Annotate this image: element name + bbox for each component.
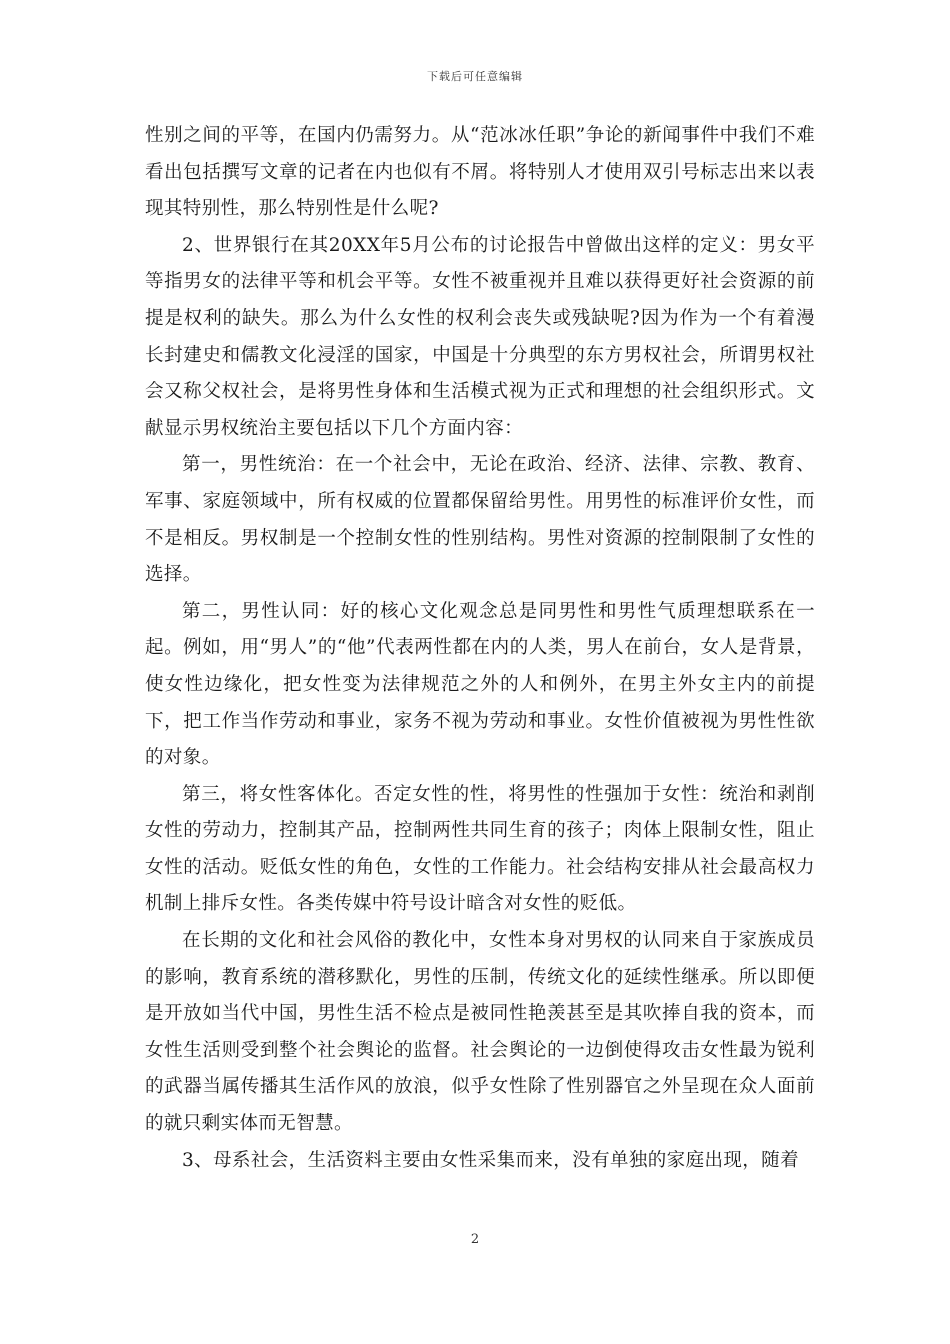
paragraph-5: 第三，将女性客体化。否定女性的性，将男性的性强加于女性：统治和剥削女性的劳动力，控制其产品，控制两性共同生育的孩子；肉体上限制女性，阻止女性的活动。贬低女性的角色，女性的工作能力。社会结构安排从社会最高权力机制上排斥女性。各类传媒中符号设计暗含对女性的贬低。 bbox=[145, 783, 815, 915]
document-body bbox=[145, 118, 815, 1179]
page-number: 2 bbox=[470, 1232, 480, 1247]
paragraph-4: 第二，男性认同：好的核心文化观念总是同男性和男性气质理想联系在一起。例如，用“男人”的“他”代表两性都在内的人类，男人在前台，女人是背景，使女性边缘化，把女性变为法律规范之外的人和例外，在男主外女主内的前提下，把工作当作劳动和事业，家务不视为劳动和事业。女性价值被视为男性性欲的对象。 bbox=[145, 600, 815, 769]
paragraph-2: 2、世界银行在其20XX年5月公布的讨论报告中曾做出这样的定义：男女平等指男女的法律平等和机会平等。女性不被重视并且难以获得更好社会资源的前提是权利的缺失。那么为什么女性的权利会丧失或残缺呢?因为作为一个有着漫长封建史和儒教文化浸淫的国家，中国是十分典型的东方男权社会，所谓男权社会又称父权社会，是将男性身体和生活模式视为正式和理想的社会组织形式。文献显示男权统治主要包括以下几个方面内容： bbox=[145, 234, 815, 439]
paragraph-7: 3、母系社会，生活资料主要由女性采集而来，没有单独的家庭出现，随着 bbox=[182, 1149, 799, 1171]
paragraph-3: 第一，男性统治：在一个社会中，无论在政治、经济、法律、宗教、教育、军事、家庭领域中，所有权威的位置都保留给男性。用男性的标准评价女性，而不是相反。男权制是一个控制女性的性别结构。男性对资源的控制限制了女性的选择。 bbox=[145, 454, 815, 586]
paragraph-6: 在长期的文化和社会风俗的教化中，女性本身对男权的认同来自于家族成员的影响，教育系统的潜移默化，男性的压制，传统文化的延续性继承。所以即便是开放如当代中国，男性生活不检点是被同性艳羡甚至是其吹捧自我的资本，而女性生活则受到整个社会舆论的监督。社会舆论的一边倒使得攻击女性最为锐利的武器当属传播其生活作风的放浪，似乎女性除了性别器官之外呈现在众人面前的就只剩实体而无智慧。 bbox=[145, 930, 815, 1135]
page-header: 下载后可任意编辑 bbox=[427, 70, 523, 83]
paragraph-1: 性别之间的平等，在国内仍需努力。从“范冰冰任职”争论的新闻事件中我们不难看出包括撰写文章的记者在内也似有不屑。将特别人才使用双引号标志出来以表现其特别性，那么特别性是什么呢? bbox=[145, 125, 815, 220]
